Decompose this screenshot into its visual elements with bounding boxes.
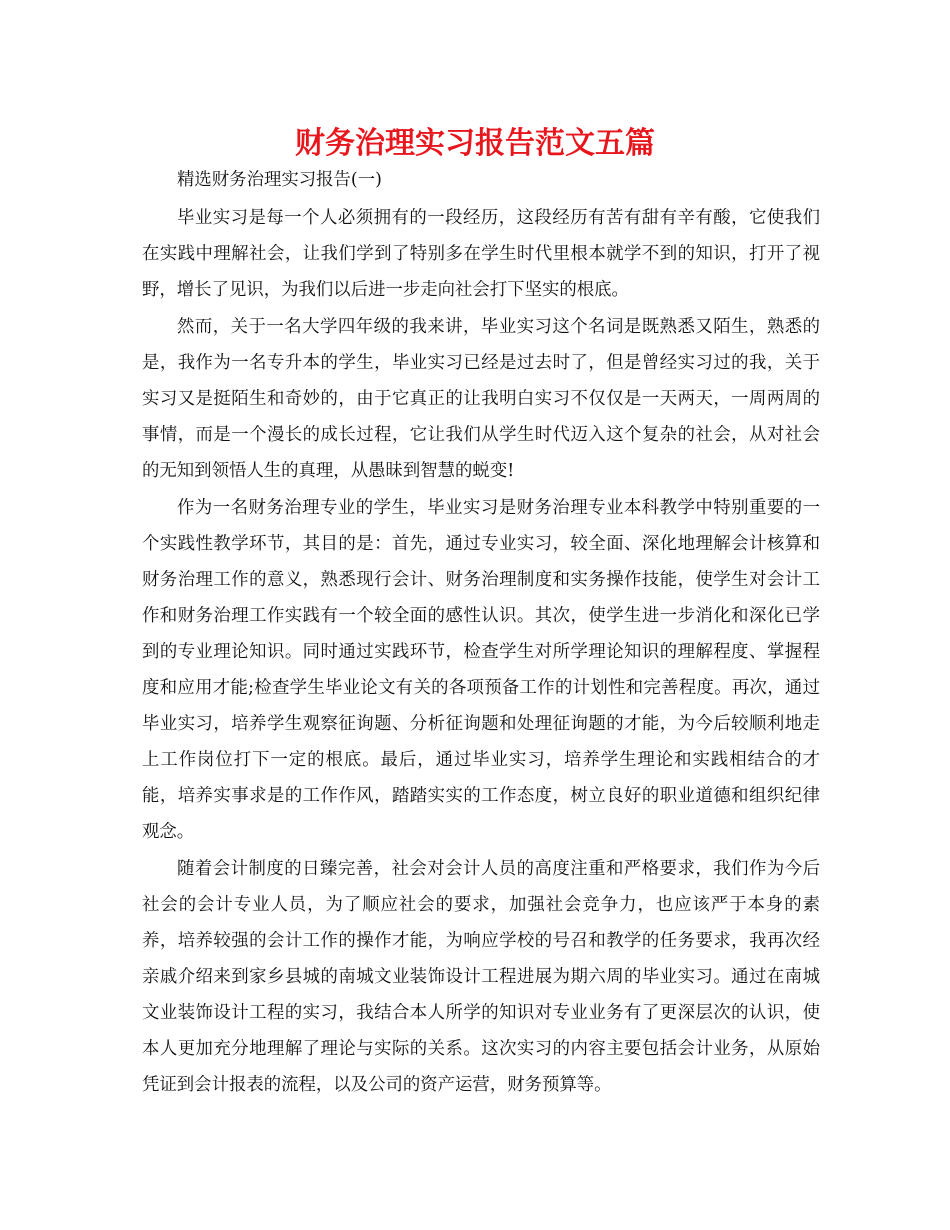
paragraph-1: 毕业实习是每一个人必须拥有的一段经历，这段经历有苦有甜有辛有酸，它使我们在实践中理解社会，让我们学到了特别多在学生时代里根本就学不到的知识，打开了视野，增长了见识，为我们以后进一步走向社会打下坚实的根底。	[142, 208, 820, 300]
paragraph-4: 随着会计制度的日臻完善，社会对会计人员的高度注重和严格要求，我们作为今后社会的会计专业人员，为了顺应社会的要求，加强社会竞争力，也应该严于本身的素养，培养较强的会计工作的操作才能，为响应学校的号召和教学的任务要求，我再次经亲戚介绍来到家乡县城的南城文业装饰设计工程进展为期六周的毕业实习。通过在南城文业装饰设计工程的实习，我结合本人所学的知识对专业业务有了更深层次的认识，使本人更加充分地理解了理论与实际的关系。这次实习的内容主要包括会计业务，从原始凭证到会计报表的流程，以及公司的资产运营，财务预算等。	[142, 859, 820, 1095]
section-subheading: 精选财务治理实习报告(一)	[177, 170, 382, 190]
document-body	[142, 168, 820, 1103]
paragraph-2: 然而，关于一名大学四年级的我来讲，毕业实习这个名词是既熟悉又陌生，熟悉的是，我作为一名专升本的学生，毕业实习已经是过去时了，但是曾经实习过的我，关于实习又是挺陌生和奇妙的，由于它真正的让我明白实习不仅仅是一天两天，一周两周的事情，而是一个漫长的成长过程，它让我们从学生时代迈入这个复杂的社会，从对社会的无知到领悟人生的真理，从愚昧到智慧的蜕变!	[142, 317, 820, 481]
document-title: 财务治理实习报告范文五篇	[295, 126, 655, 161]
paragraph-3: 作为一名财务治理专业的学生，毕业实习是财务治理专业本科教学中特别重要的一个实践性教学环节，其目的是：首先，通过专业实习，较全面、深化地理解会计核算和财务治理工作的意义，熟悉现行会计、财务治理制度和实务操作技能，使学生对会计工作和财务治理工作实践有一个较全面的感性认识。其次，使学生进一步消化和深化已学到的专业理论知识。同时通过实践环节，检查学生对所学理论知识的理解程度、掌握程度和应用才能;检查学生毕业论文有关的各项预备工作的计划性和完善程度。再次，通过毕业实习，培养学生观察征询题、分析征询题和处理征询题的才能，为今后较顺利地走上工作岗位打下一定的根底。最后，通过毕业实习，培养学生理论和实践相结合的才能，培养实事求是的工作作风，踏踏实实的工作态度，树立良好的职业道德和组织纪律观念。	[142, 498, 820, 842]
